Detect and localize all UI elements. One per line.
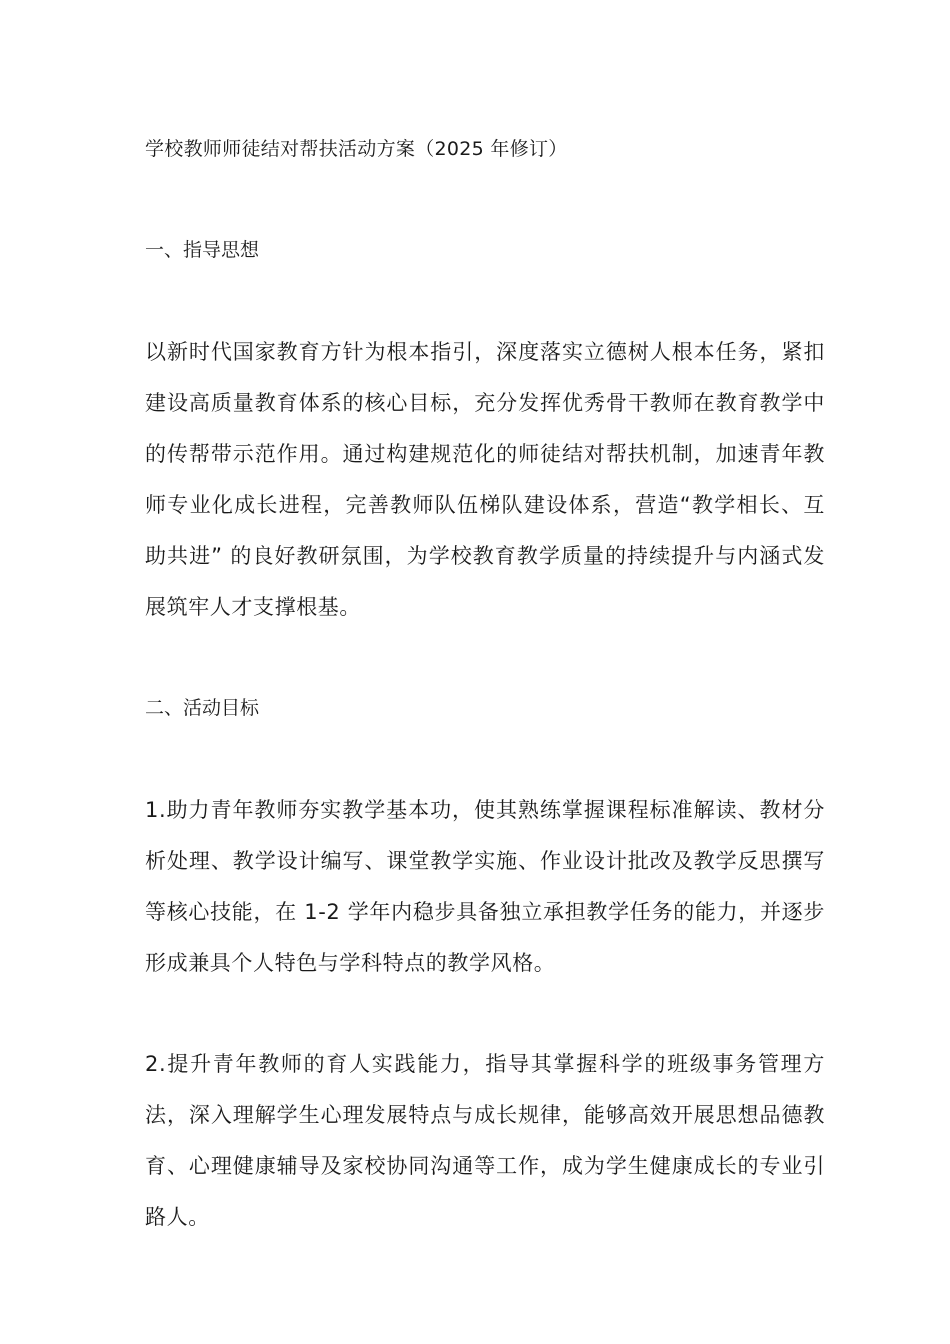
guiding-ideology-paragraph: 以新时代国家教育方针为根本指引，深度落实立德树人根本任务，紧扣建设高质量教育体系的核心目标，充分发挥优秀骨干教师在教育教学中的传帮带示范作用。通过构建规范化的师徒结对帮扶机制，加速青年教师专业化成长进程，完善教师队伍梯队建设体系，营造“教学相长、互助共进” 的良好教研氛围，为学校教育教学质量的持续提升与内涵式发展筑牢人才支撑根基。 bbox=[145, 340, 825, 619]
goal-paragraph-1: 1.助力青年教师夯实教学基本功，使其熟练掌握课程标准解读、教材分析处理、教学设计编写、课堂教学实施、作业设计批改及教学反思撰写等核心技能，在 1-2 学年内稳步具备独立承担教学任务的能力，并逐步形成兼具个人特色与学科特点的教学风格。 bbox=[145, 798, 825, 975]
document-title: 学校教师师徒结对帮扶活动方案（2025 年修订） bbox=[145, 138, 568, 160]
section-heading-activity-goals: 二、活动目标 bbox=[145, 697, 260, 719]
section-heading-guiding-ideology: 一、指导思想 bbox=[145, 239, 260, 261]
goal-paragraph-2: 2.提升青年教师的育人实践能力，指导其掌握科学的班级事务管理方法，深入理解学生心理发展特点与成长规律，能够高效开展思想品德教育、心理健康辅导及家校协同沟通等工作，成为学生健康成长的专业引路人。 bbox=[145, 1052, 825, 1229]
document-body bbox=[145, 132, 825, 1243]
